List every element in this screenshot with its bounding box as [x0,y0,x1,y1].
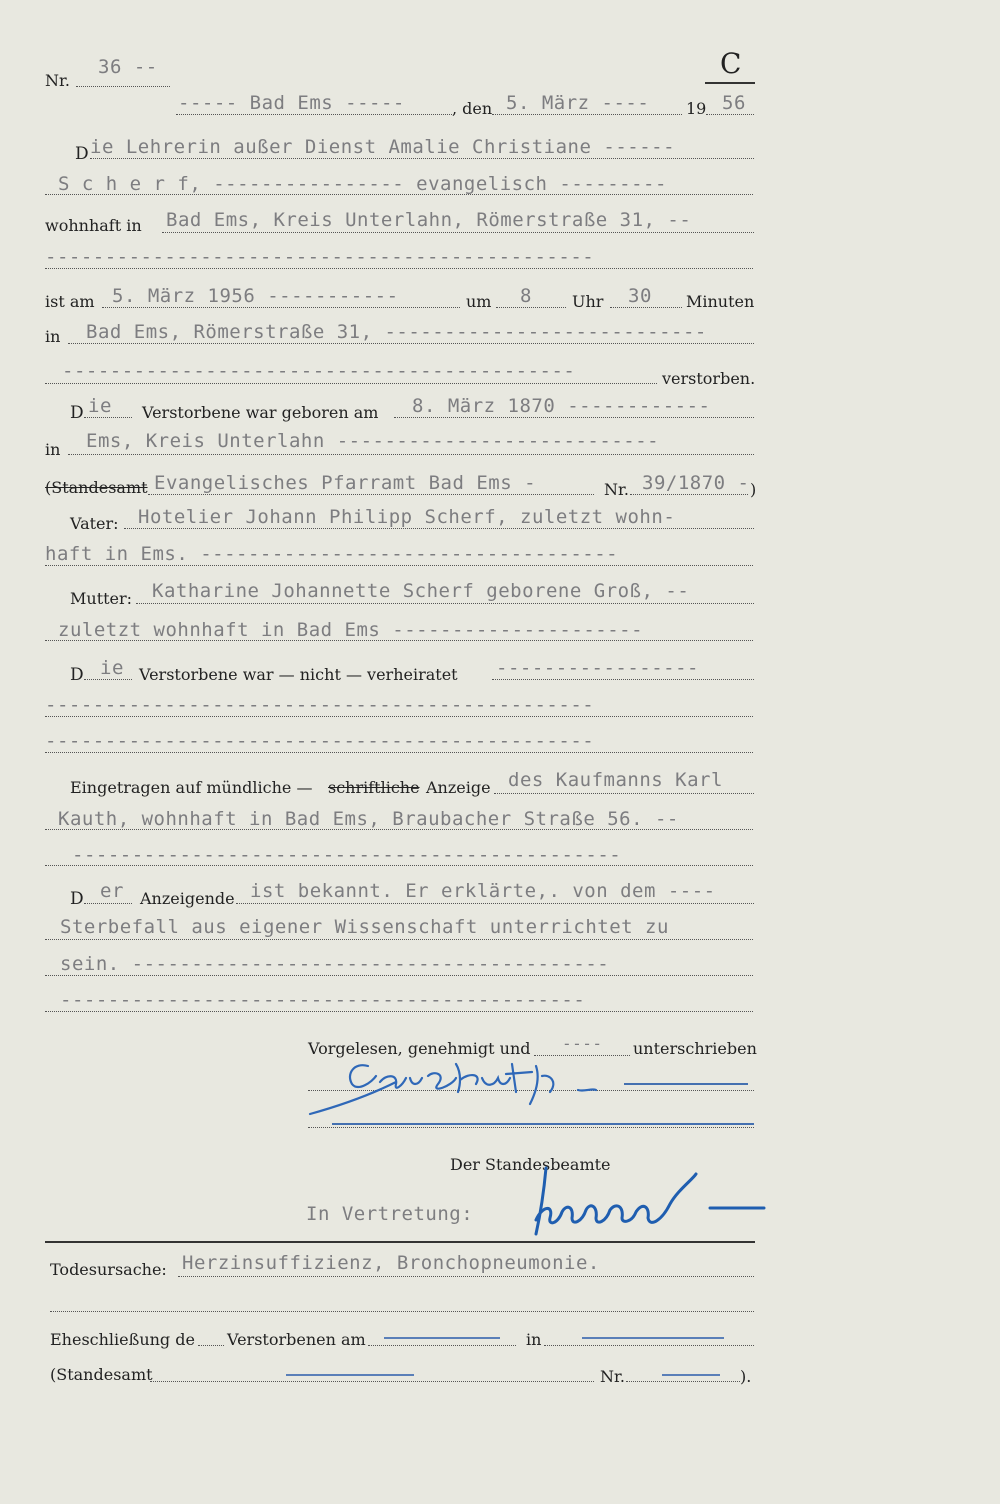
marriage-place-line [544,1345,754,1346]
informant-cont-1: Sterbefall aus eigener Wissenschaft unterrichtet zu [60,916,669,938]
informant-line [236,903,754,904]
birth-suffix-line [84,417,132,418]
death-date-line [102,307,460,308]
informant-value: ist bekannt. Er erklärte,. von dem ---- [250,880,716,902]
marriage-date-line [368,1345,516,1346]
mutter-line [136,603,754,604]
year-prefix: 19 [686,99,707,118]
cause-value: Herzinsuffizienz, Bronchopneumonie. [182,1252,600,1274]
nr-label: Nr. [45,71,70,90]
cause-line-2 [50,1311,754,1312]
birth-standesamt-line [148,494,594,495]
marriage-nr-label: Nr. [600,1367,625,1386]
birth-prefix: D [70,403,84,423]
marriage-in-label: in [526,1330,542,1349]
registration-cont-2: ---------------------------------------------- [72,844,622,866]
date-line [492,114,682,115]
official-label: Der Standesbeamte [450,1155,611,1174]
marriage-nr-line [626,1381,740,1382]
death-place-line-2 [45,383,657,384]
marital-suffix: ie [100,657,124,679]
wohnhaft-line [162,232,754,233]
informant-line-3 [45,975,753,976]
person-line-1 [90,158,754,159]
hour-line [496,307,566,308]
read-label: Vorgelesen, genehmigt und [308,1039,531,1058]
marriage-date-dash [384,1337,500,1339]
birth-close: ) [750,480,757,499]
nr-value: 36 -- [98,56,158,78]
registration-line [494,793,754,794]
birth-nr-line [630,494,748,495]
vater-cont: haft in Ems. ----------------------------------- [45,543,619,565]
marriage-place-dash [582,1337,724,1339]
death-place-cont: ------------------------------------------- [62,360,576,382]
birth-nr-label: Nr. [604,480,629,499]
marital-suffix-line [84,679,132,680]
birth-standesamt-label: (Standesamt [45,478,148,497]
signature-line-2 [308,1127,754,1128]
death-date: 5. März 1956 ----------- [112,285,399,307]
person-surname: S c h e r f, ---------------- evangelisch --------- [58,173,667,195]
informant-label: Anzeigende [140,889,235,908]
registration-label-a: Eingetragen auf mündliche — [70,778,313,797]
um-label: um [466,292,492,311]
mutter-cont: zuletzt wohnhaft in Bad Ems --------------------- [58,619,644,641]
letter-underline [705,82,755,84]
registration-label-struck: schriftliche [328,778,420,797]
year-line [706,114,754,115]
registration-label-b: Anzeige [426,778,491,797]
birth-nr: 39/1870 - [642,472,750,494]
informant-suffix: er [100,880,124,902]
vater-line [124,528,754,529]
person-prefix: D [75,144,89,164]
year-suffix: 56 [722,92,746,114]
uhr-label: Uhr [572,292,604,311]
wohnhaft-line-2 [45,268,753,269]
cause-line [178,1276,754,1277]
header-date: 5. März ---- [506,92,650,114]
vater-line-2 [45,565,753,566]
marriage-standesamt-line [150,1381,594,1382]
death-place: Bad Ems, Römerstraße 31, --------------------------- [86,321,707,343]
marriage-standesamt-label: (Standesamt [50,1365,153,1384]
header-place: ----- Bad Ems ----- [178,92,405,114]
cause-label: Todesursache: [50,1260,167,1279]
minutes-line [610,307,682,308]
marital-value: ----------------- [496,657,699,679]
official-signature [520,1160,770,1240]
vater-label: Vater: [70,514,119,533]
informant-line-4 [45,1011,753,1012]
mutter-label: Mutter: [70,589,133,608]
death-minutes: 30 [628,285,652,307]
marriage-label-a: Eheschließung de [50,1330,195,1349]
marital-line-2 [45,716,753,717]
wohnhaft-label: wohnhaft in [45,216,142,235]
marital-prefix: D [70,665,84,685]
mutter-value: Katharine Johannette Scherf geborene Groß, -- [152,580,690,602]
deputy-label: In Vertretung: [306,1203,474,1225]
birth-place: Ems, Kreis Unterlahn --------------------------- [86,430,660,452]
birth-date: 8. März 1870 ------------ [412,395,711,417]
signature-ink-line-1 [624,1083,748,1085]
death-in-label: in [45,327,61,346]
informant-signature [306,1052,606,1122]
nr-line [76,86,170,87]
marital-cont-1: ---------------------------------------------- [45,694,595,716]
vater-value: Hotelier Johann Philipp Scherf, zuletzt wohn- [138,506,676,528]
signature-ink-line-2 [332,1123,754,1125]
birth-in-label: in [45,440,61,459]
registration-value: des Kaufmanns Karl [508,769,723,791]
den-label: , den [452,99,493,118]
informant-suffix-line [84,903,132,904]
birth-label: Verstorbene war geboren am [142,403,379,422]
verstorben-label: verstorben. [662,369,756,388]
registration-cont-1: Kauth, wohnhaft in Bad Ems, Braubacher Straße 56. -- [58,808,679,830]
informant-prefix: D [70,889,84,909]
birth-suffix: ie [88,395,112,417]
death-hour: 8 [520,285,532,307]
section-divider [45,1241,755,1243]
register-letter: C [720,47,742,80]
informant-line-2 [45,939,753,940]
read-value: ---- [562,1034,603,1053]
birth-standesamt: Evangelisches Pfarramt Bad Ems - [154,472,537,494]
marriage-nr-dash [662,1374,720,1376]
birth-place-line [68,454,754,455]
minuten-label: Minuten [686,292,755,311]
birth-date-line [394,417,754,418]
wohnhaft-cont: ---------------------------------------------- [45,246,595,268]
marital-line [492,679,754,680]
ist-am-label: ist am [45,292,95,311]
marriage-label-b: Verstorbenen am [227,1330,366,1349]
marriage-close: ). [740,1367,752,1386]
marital-line-3 [45,752,753,753]
place-line [176,114,452,115]
marital-label: Verstorbene war — nicht — verheiratet [139,665,458,684]
person-name: ie Lehrerin außer Dienst Amalie Christiane ------ [90,136,676,158]
signed-label: unterschrieben [633,1039,757,1058]
informant-cont-2: sein. ---------------------------------------- [60,953,610,975]
marriage-standesamt-dash [286,1374,414,1376]
death-place-line [68,343,754,344]
informant-cont-3: -------------------------------------------- [60,989,586,1011]
marriage-de-line [198,1345,224,1346]
wohnhaft-value: Bad Ems, Kreis Unterlahn, Römerstraße 31, -- [166,209,692,231]
marital-cont-2: ---------------------------------------------- [45,730,595,752]
